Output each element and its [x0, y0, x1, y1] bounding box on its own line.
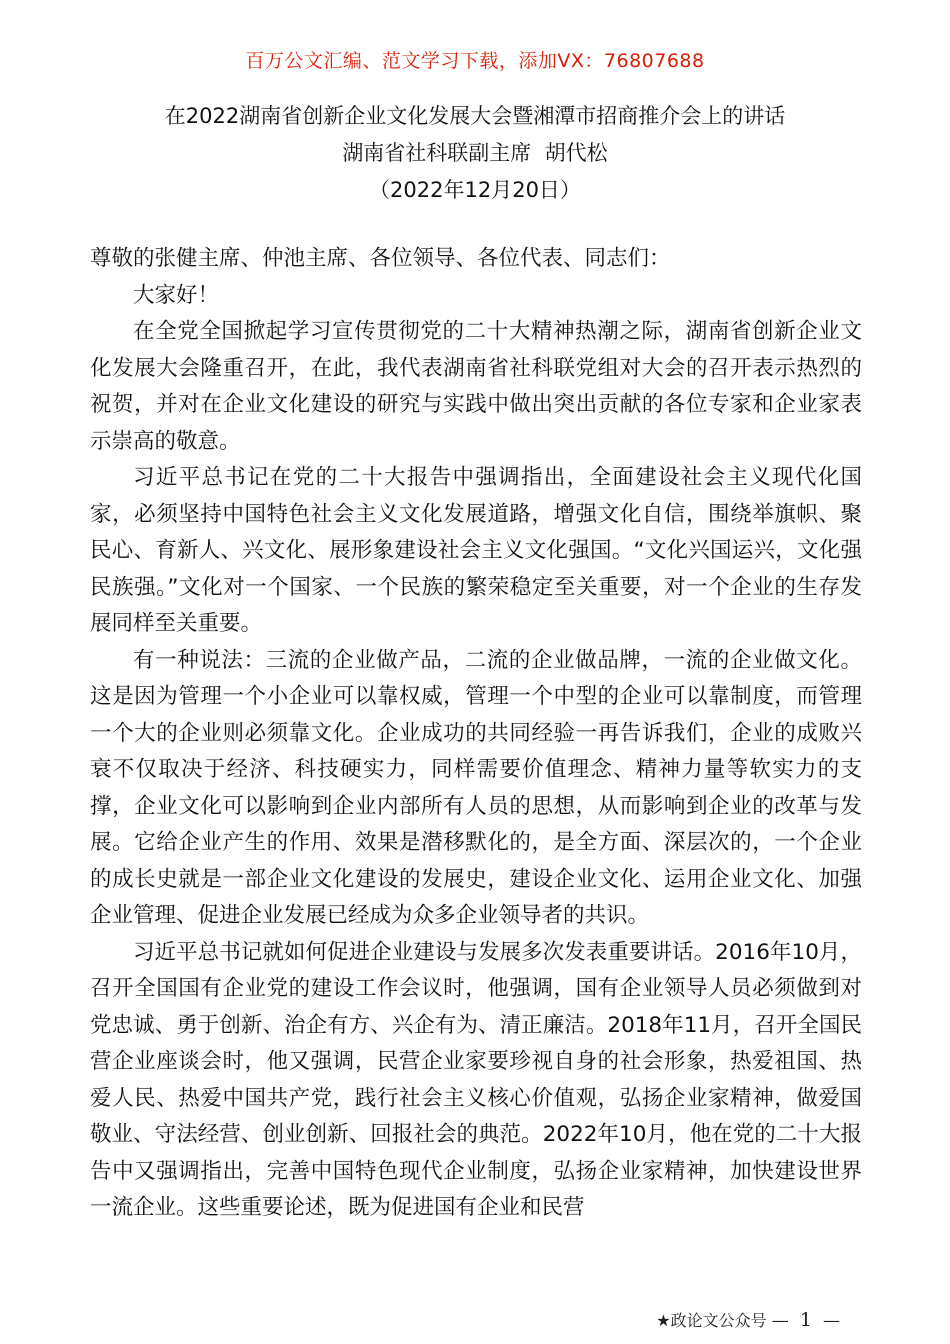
paragraph: 大家好！: [133, 282, 220, 308]
paragraph: 习近平总书记在党的二十大报告中强调指出，全面建设社会主义现代化国家，必须坚持中国特色社会主义文化发展道路，增强文化自信，围绕举旗帜、聚民心、育新人、兴文化、展形象建设社会主义文化强国。“文化兴国运兴，文化强民族强。”文化对一个国家、一个民族的繁荣稳定至关重要，对一个企业的生存发展同样至关重要。: [90, 465, 862, 636]
page-footer: [656, 1308, 840, 1331]
paragraph: 有一种说法：三流的企业做产品，二流的企业做品牌，一流的企业做文化。这是因为管理一个小企业可以靠权威，管理一个中型的企业可以靠制度，而管理一个大的企业则必须靠文化。企业成功的共同经验一再告诉我们，企业的成败兴衰不仅取决于经济、科技硬实力，同样需要价值理念、精神力量等软实力的支撑，企业文化可以影响到企业内部所有人员的思想，从而影响到企业的改革与发展。它给企业产生的作用、效果是潜移默化的，是全方面、深层次的，一个企业的成长史就是一部企业文化建设的发展史，建设企业文化、运用企业文化、加强企业管理、促进企业发展已经成为众多企业领导者的共识。: [90, 647, 862, 928]
footer-source: ★政论文公众号: [656, 1311, 767, 1330]
page-number: 1: [799, 1309, 812, 1331]
body-text: [90, 241, 862, 1227]
promo-banner: 百万公文汇编、范文学习下载，添加VX：76807688: [245, 50, 705, 72]
title-block: [0, 98, 950, 209]
footer-dash-left: —: [771, 1311, 789, 1331]
paragraph: 习近平总书记就如何促进企业建设与发展多次发表重要讲话。2016年10月，召开全国国有企业党的建设工作会议时，他强调，国有企业领导人员必须做到对党忠诚、勇于创新、治企有方、兴企有为、清正廉洁。2018年11月，召开全国民营企业座谈会时，他又强调，民营企业家要珍视自身的社会形象，热爱祖国、热爱人民、热爱中国共产党，践行社会主义核心价值观，弘扬企业家精神，做爱国敬业、守法经营、创业创新、回报社会的典范。2022年10月，他在党的二十大报告中又强调指出，完善中国特色现代企业制度，弘扬企业家精神，加快建设世界一流企业。这些重要论述，既为促进国有企业和民营: [90, 939, 862, 1220]
paragraph: 在全党全国掀起学习宣传贯彻党的二十大精神热潮之际，湖南省创新企业文化发展大会隆重召开，在此，我代表湖南省社科联党组对大会的召开表示热烈的祝贺，并对在企业文化建设的研究与实践中做出突出贡献的各位专家和企业家表示崇高的敬意。: [90, 319, 862, 454]
speech-date: （2022年12月20日）: [369, 178, 581, 202]
footer-dash-right: —: [823, 1311, 840, 1331]
speaker-line: 湖南省社科联副主席 胡代松: [342, 141, 608, 165]
speech-title: 在2022湖南省创新企业文化发展大会暨湘潭市招商推介会上的讲话: [164, 104, 786, 128]
salutation: 尊敬的张健主席、仲池主席、各位领导、各位代表、同志们：: [90, 246, 671, 271]
